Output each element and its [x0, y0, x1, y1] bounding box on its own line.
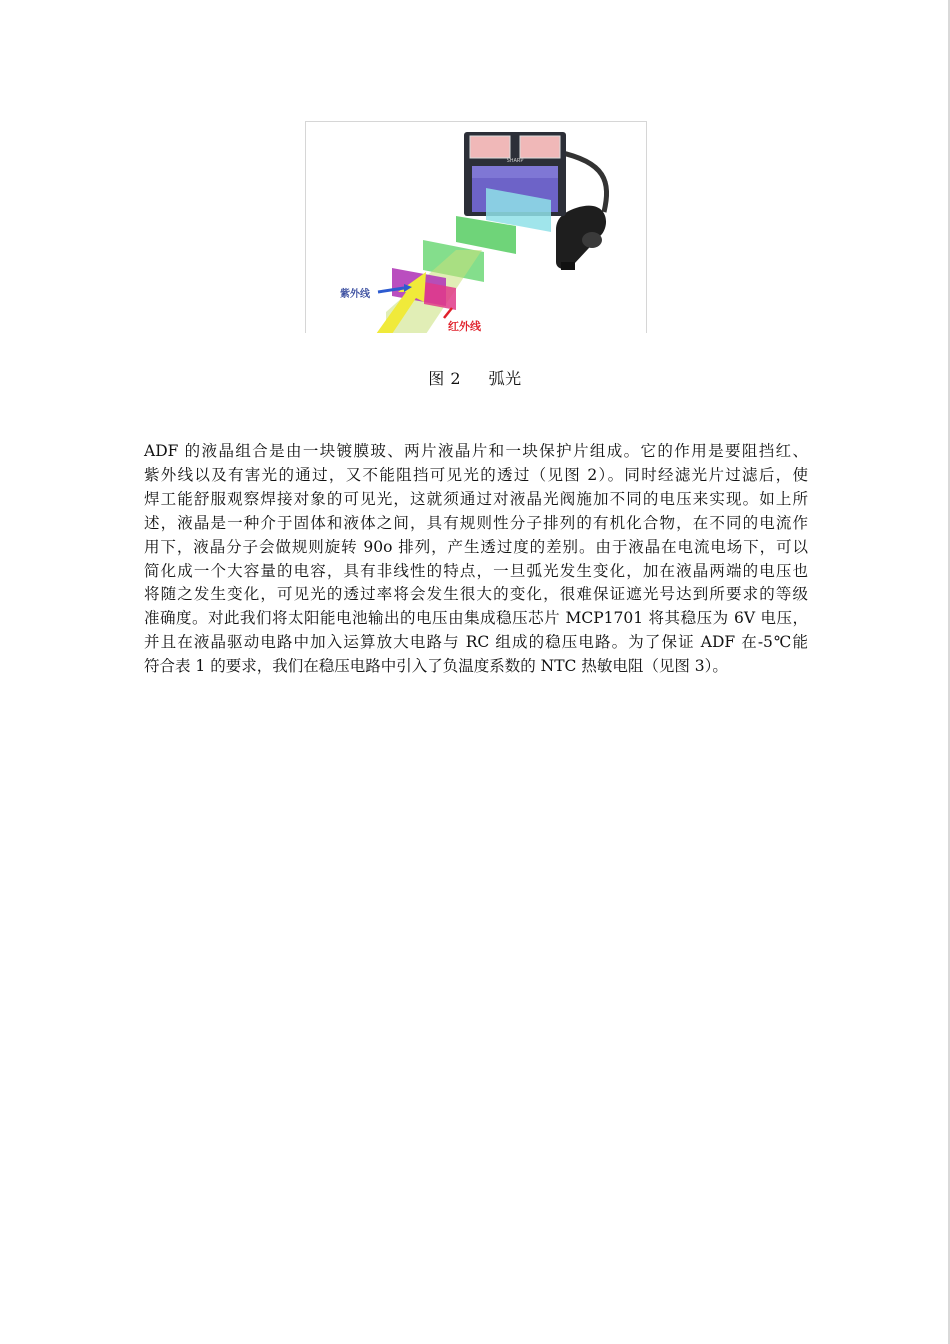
- ir-arrow: [444, 308, 452, 318]
- paragraph-line: 焊工能舒服观察焊接对象的可见光，这就须通过对液晶光阀施加不同的电压来实现。如上所: [144, 489, 808, 508]
- ir-label: 红外线: [448, 320, 481, 333]
- paragraph-line: 紫外线以及有害光的通过，又不能阻挡可见光的透过（见图 2）。同时经滤光片过滤后，使: [144, 465, 808, 484]
- paragraph-line: 述，液晶是一种介于固体和液体之间，具有规则性分子排列的有机化合物，在不同的电流作: [144, 513, 808, 532]
- figure-caption: [0, 366, 950, 389]
- paragraph-line: 简化成一个大容量的电容，具有非线性的特点，一旦弧光发生变化，加在液晶两端的电压也: [144, 561, 808, 580]
- paragraph-line: ADF 的液晶组合是由一块镀膜玻、两片液晶片和一块保护片组成。它的作用是要阻挡红、: [144, 442, 808, 460]
- device-brand: SHARP: [506, 158, 524, 164]
- caption-title: 弧光: [488, 369, 522, 388]
- figure-adf-illustration: [305, 121, 647, 333]
- paragraph-line: 准确度。对此我们将太阳能电池输出的电压由集成稳压芯片 MCP1701 将其稳压为 6V 电压，: [144, 609, 808, 628]
- paragraph-line: 并且在液晶驱动电路中加入运算放大电路与 RC 组成的稳压电路。为了保证 ADF 在-5℃能: [144, 633, 808, 652]
- adf-diagram: [306, 122, 647, 333]
- paragraph-line: 符合表 1 的要求，我们在稳压电路中引入了负温度系数的 NTC 热敏电阻（见图 3）。: [144, 657, 728, 676]
- paragraph-line: 将随之发生变化，可见光的透过率将会发生很大的变化，很难保证遮光号达到所要求的等级: [144, 585, 808, 604]
- caption-number: 图 2: [428, 369, 462, 388]
- paragraph-line: 用下，液晶分子会做规则旋转 90o 排列，产生透过度的差别。由于液晶在电流电场下，可以: [144, 537, 808, 556]
- body-paragraph: [144, 440, 808, 679]
- uv-label: 紫外线: [340, 289, 370, 300]
